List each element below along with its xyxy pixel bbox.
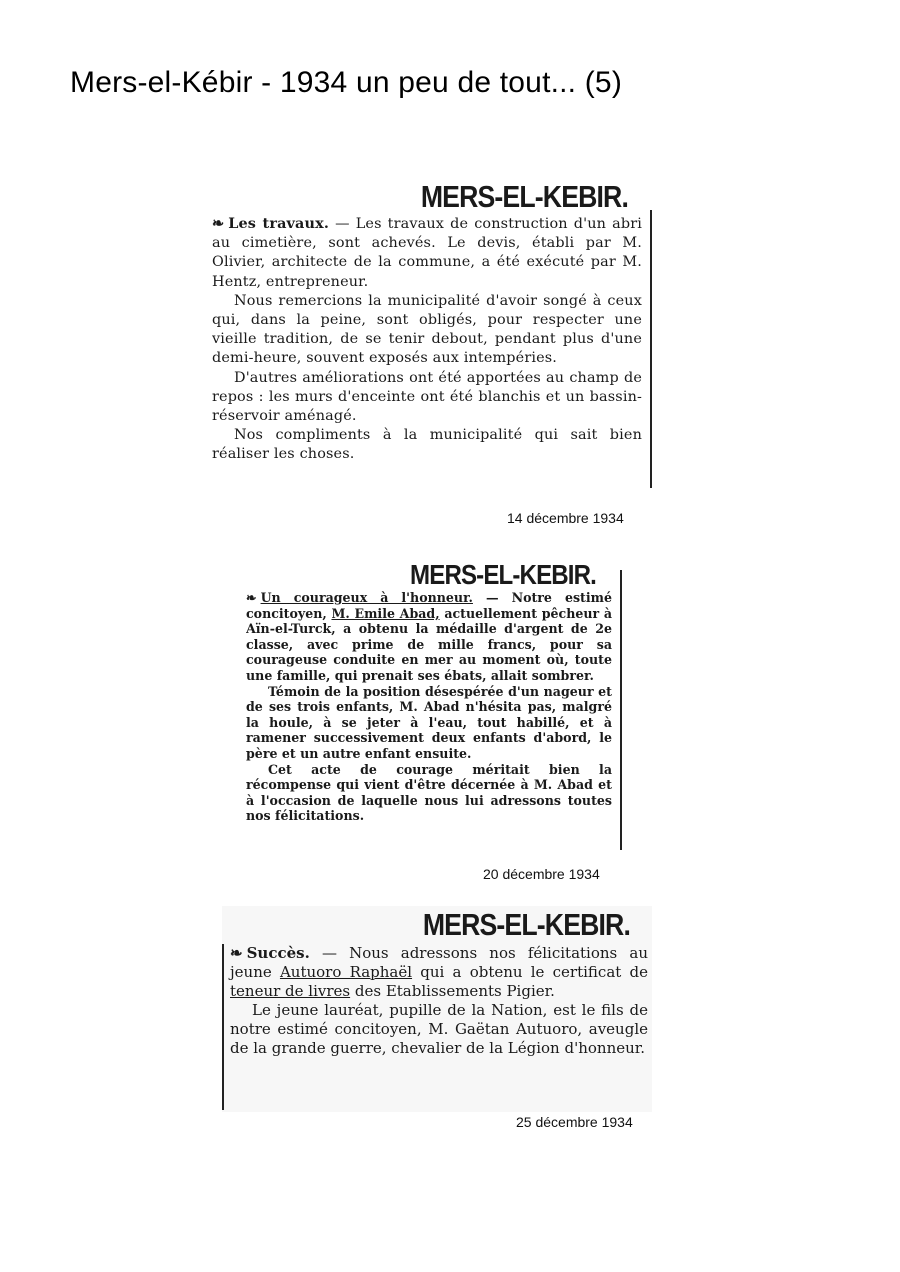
clipping-paragraph: Nos compliments à la municipalité qui sait bien réaliser les choses. (212, 427, 642, 463)
clipping-date: 20 décembre 1934 (483, 866, 600, 882)
clipping-text: — Notre estimé concitoyen, (246, 590, 612, 621)
clipping-person-name: M. Emile Abad, (331, 605, 440, 621)
clipping-date: 25 décembre 1934 (516, 1114, 633, 1130)
clipping-certificate: teneur de livres (230, 982, 351, 1000)
clipping-edge (222, 944, 224, 1110)
fleuron-icon: ❧ (212, 215, 225, 232)
clipping-paragraph: Nous remercions la municipalité d'avoir songé à ceux qui, dans la peine, sont obligés, pour respecter une vieille tradition, de se tenir debout, pendant plus d'une demi-heure, souvent exposés aux intempéries. (212, 292, 642, 367)
newspaper-clipping-2 (246, 560, 612, 860)
clipping-headline: MERS-EL-KEBIR. (422, 907, 630, 942)
clipping-body (246, 590, 612, 824)
clipping-lead: Succès. (246, 944, 310, 962)
clipping-headline: MERS-EL-KEBIR. (420, 180, 628, 214)
page-title: Mers-el-Kébir - 1934 un peu de tout... (5) (70, 66, 623, 99)
clipping-person-name: Autuoro Raphaël (279, 963, 413, 981)
newspaper-clipping-1 (212, 180, 642, 500)
newspaper-clipping-3 (222, 906, 652, 1112)
fleuron-icon: ❧ (230, 944, 243, 962)
clipping-paragraph: Le jeune lauréat, pupille de la Nation, est le fils de notre estimé concitoyen, M. Gaëtan Autuoro, aveugle de la grande guerre, chevalier de la Légion d'honneur. (230, 1001, 648, 1057)
clipping-lead: Un courageux à l'honneur. (260, 590, 473, 605)
clipping-edge (650, 210, 652, 488)
clipping-body (212, 214, 642, 465)
clipping-text: actuellement pêcheur à Aïn-el-Turck, a obtenu la médaille d'argent de 2e classe, avec prime de mille francs, pour sa courageuse conduite en mer au moment où, toute une famille, qui prenait ses ébats, allait sombrer. (246, 605, 612, 683)
clipping-paragraph (246, 590, 612, 684)
clipping-paragraph: Cet acte de courage méritait bien la récompense qui vient d'être décernée à M. Abad et à l'occasion de laquelle nous lui adressons toutes nos félicitations. (246, 761, 612, 824)
clipping-paragraph (230, 944, 648, 1001)
clipping-body (222, 944, 652, 1058)
clipping-text: qui a obtenu le certificat de (412, 963, 648, 981)
clipping-text: — Nous adressons nos félicitations au jeune (230, 944, 648, 981)
clipping-paragraph: Témoin de la position désespérée d'un nageur et de ses trois enfants, M. Abad n'hésita pas, malgré la houle, à se jeter à l'eau, tout habillé, et à ramener successivement deux enfants d'abord, le père et un autre enfant ensuite. (246, 683, 612, 761)
clipping-date: 14 décembre 1934 (507, 510, 624, 526)
clipping-paragraph: D'autres améliorations ont été apportées au champ de repos : les murs d'enceinte ont été blanchis et un bassin-réservoir aménagé. (212, 369, 642, 425)
clipping-text: — Les travaux de construction d'un abri au cimetière, sont achevés. Le devis, établi par M. Olivier, architecte de la commune, a été exécuté par M. Hentz, entrepreneur. (212, 216, 642, 290)
clipping-lead: Les travaux. (228, 215, 330, 232)
clipping-text: des Etablissements Pigier. (350, 982, 555, 1000)
fleuron-icon: ❧ (246, 590, 257, 605)
clipping-headline: MERS-EL-KEBIR. (410, 560, 596, 590)
clipping-paragraph (212, 214, 642, 292)
clipping-edge (620, 570, 622, 850)
